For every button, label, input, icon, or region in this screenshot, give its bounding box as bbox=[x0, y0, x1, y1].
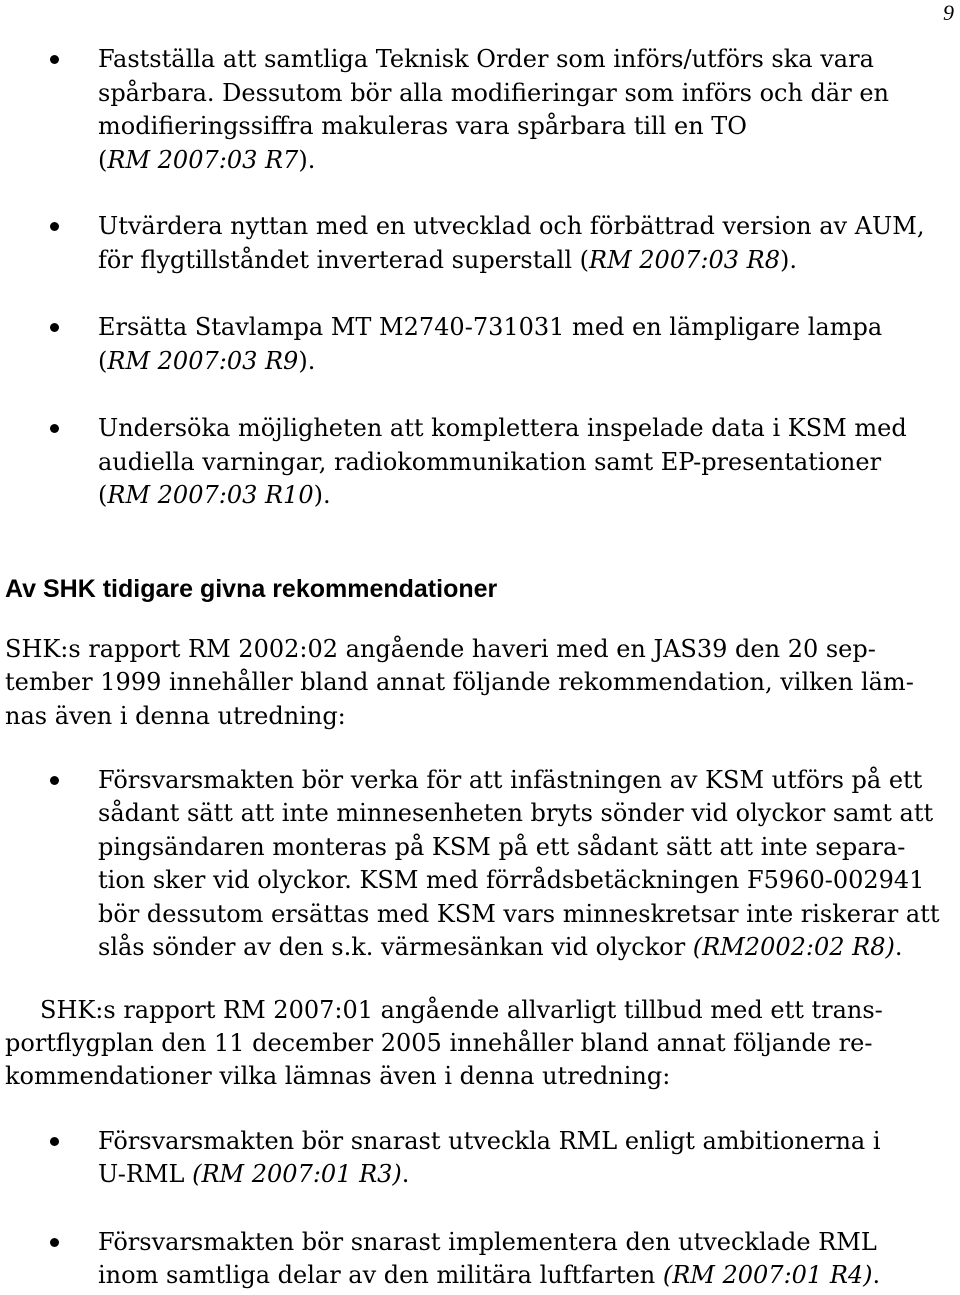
text-line: Fastställa att samtliga Teknisk Order som införs/utförs ska vara bbox=[98, 45, 874, 73]
bullet-icon bbox=[50, 1137, 59, 1146]
text-line: U-RML (RM 2007:01 R3). bbox=[98, 1160, 410, 1188]
reference: RM 2007:03 R10 bbox=[107, 481, 314, 509]
text-line: SHK:s rapport RM 2007:01 angående allvarligt tillbud med ett trans- bbox=[40, 996, 883, 1024]
text-line: slås sönder av den s.k. värmesänkan vid olyckor (RM2002:02 R8). bbox=[98, 933, 903, 961]
text-line: portflygplan den 11 december 2005 innehåller bland annat följande re- bbox=[5, 1029, 873, 1057]
reference: (RM2002:02 R8) bbox=[692, 933, 895, 961]
text-line: Försvarsmakten bör verka för att infästningen av KSM utförs på ett bbox=[98, 766, 923, 794]
text-line: (RM 2007:03 R9). bbox=[98, 347, 316, 375]
text-line: tember 1999 innehåller bland annat följande rekommendation, vilken läm- bbox=[5, 668, 914, 696]
text-line: SHK:s rapport RM 2002:02 angående haveri med en JAS39 den 20 sep- bbox=[5, 635, 876, 663]
reference: (RM 2007:01 R4) bbox=[662, 1261, 873, 1289]
text-line: tion sker vid olyckor. KSM med förrådsbetäckningen F5960-002941 bbox=[98, 866, 925, 894]
text-line: Ersätta Stavlampa MT M2740-731031 med en lämpligare lampa bbox=[98, 313, 883, 341]
text-line: Undersöka möjligheten att komplettera inspelade data i KSM med bbox=[98, 414, 907, 442]
text-line: (RM 2007:03 R7). bbox=[98, 146, 316, 174]
text-line: pingsändaren monteras på KSM på ett sådant sätt att inte separa- bbox=[98, 833, 906, 861]
reference: RM 2007:03 R7 bbox=[107, 146, 299, 174]
bullet-icon bbox=[50, 323, 59, 332]
text-line: audiella varningar, radiokommunikation samt EP-presentationer bbox=[98, 448, 882, 476]
text-line: inom samtliga delar av den militära luftfarten (RM 2007:01 R4). bbox=[98, 1261, 881, 1289]
page-number: 9 bbox=[943, 0, 954, 25]
bullet-icon bbox=[50, 424, 59, 433]
text-line: nas även i denna utredning: bbox=[5, 702, 346, 730]
text-line: modifieringssiffra makuleras vara spårbara till en TO bbox=[98, 112, 747, 140]
text-line: för flygtillståndet inverterad superstall (RM 2007:03 R8). bbox=[98, 246, 797, 274]
text-line: sådant sätt att inte minnesenheten bryts sönder vid olyckor samt att bbox=[98, 799, 934, 827]
text-line: spårbara. Dessutom bör alla modifieringar som införs och där en bbox=[98, 79, 889, 107]
text-line: Försvarsmakten bör snarast implementera den utvecklade RML bbox=[98, 1228, 877, 1256]
section-heading: Av SHK tidigare givna rekommendationer bbox=[5, 575, 498, 603]
text-line: bör dessutom ersättas med KSM vars minneskretsar inte riskerar att bbox=[98, 900, 940, 928]
bullet-icon bbox=[50, 55, 59, 64]
text-line: kommendationer vilka lämnas även i denna utredning: bbox=[5, 1062, 671, 1090]
text-line: (RM 2007:03 R10). bbox=[98, 481, 331, 509]
bullet-icon bbox=[50, 222, 59, 231]
bullet-icon bbox=[50, 1238, 59, 1247]
text-line: Utvärdera nyttan med en utvecklad och förbättrad version av AUM, bbox=[98, 212, 925, 240]
reference: RM 2007:03 R9 bbox=[107, 347, 299, 375]
bullet-icon bbox=[50, 776, 59, 785]
reference: RM 2007:03 R8 bbox=[589, 246, 780, 274]
reference: (RM 2007:01 R3) bbox=[192, 1160, 402, 1188]
text-line: Försvarsmakten bör snarast utveckla RML enligt ambitionerna i bbox=[98, 1127, 881, 1155]
